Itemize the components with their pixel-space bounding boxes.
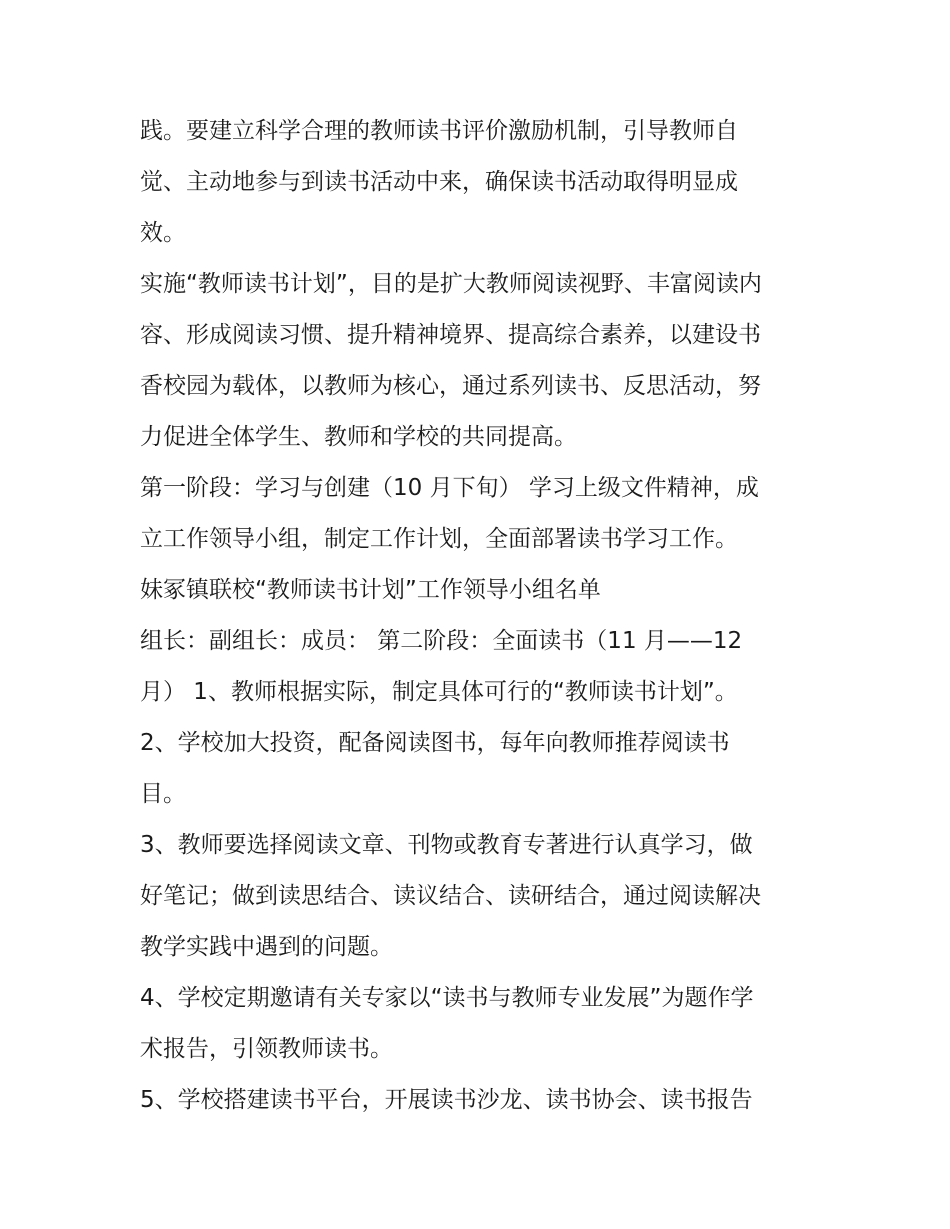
text-line: 教学实践中遇到的问题。 (140, 934, 393, 960)
text-line: 目。 (140, 781, 186, 807)
text-line: 实施“教师读书计划”，目的是扩大教师阅读视野、丰富阅读内 (140, 271, 762, 297)
text-line: 容、形成阅读习惯、提升精神境界、提高综合素养，以建设书 (140, 322, 761, 348)
text-line: 践。要建立科学合理的教师读书评价激励机制，引导教师自 (140, 118, 738, 144)
document-body (140, 106, 820, 1126)
text-line: 组长：副组长：成员： 第二阶段：全面读书（11 月——12 (140, 628, 743, 654)
text-line: 月） 1、教师根据实际，制定具体可行的“教师读书计划”。 (140, 679, 738, 705)
text-line: 效。 (140, 220, 186, 246)
text-line: 香校园为载体，以教师为核心，通过系列读书、反思活动，努 (140, 373, 761, 399)
text-line: 术报告，引领教师读书。 (140, 1036, 393, 1062)
text-line: 5、学校搭建读书平台，开展读书沙龙、读书协会、读书报告 (140, 1087, 753, 1113)
text-line: 好笔记；做到读思结合、读议结合、读研结合，通过阅读解决 (140, 883, 761, 909)
text-line: 3、教师要选择阅读文章、刊物或教育专著进行认真学习，做 (140, 832, 753, 858)
text-line: 妹冢镇联校“教师读书计划”工作领导小组名单 (140, 577, 601, 603)
text-line: 4、学校定期邀请有关专家以“读书与教师专业发展”为题作学 (140, 985, 754, 1011)
text-line: 立工作领导小组，制定工作计划，全面部署读书学习工作。 (140, 526, 738, 552)
text-line: 2、学校加大投资，配备阅读图书，每年向教师推荐阅读书 (140, 730, 730, 756)
text-line: 觉、主动地参与到读书活动中来，确保读书活动取得明显成 (140, 169, 738, 195)
text-line: 力促进全体学生、教师和学校的共同提高。 (140, 424, 577, 450)
text-line: 第一阶段：学习与创建（10 月下旬） 学习上级文件精神，成 (140, 475, 759, 501)
